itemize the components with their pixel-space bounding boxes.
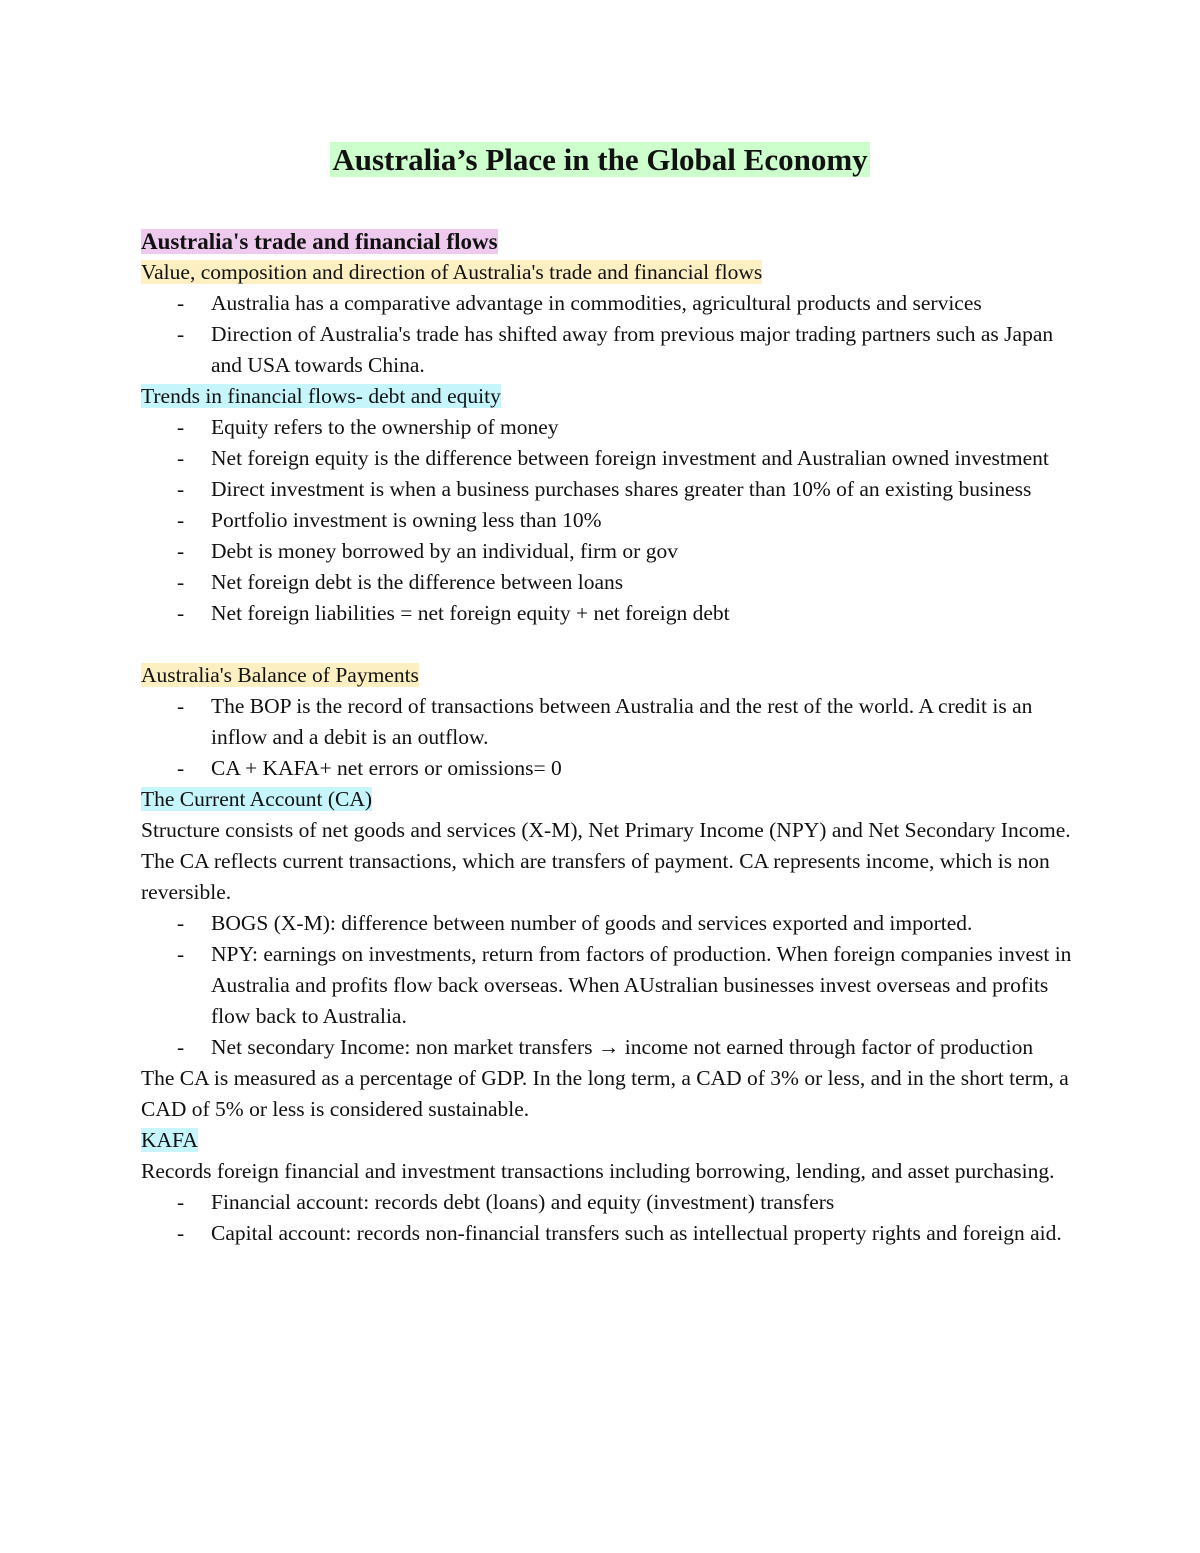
subsection-trends-heading-row [141, 381, 1081, 412]
ca-intro-paragraph: Structure consists of net goods and services (X-M), Net Primary Income (NPY) and Net Secondary Income. The CA reflects current transactions, which are transfers of payment. CA represents income, which is non reversible. [141, 818, 1071, 904]
kafa-intro-paragraph: Records foreign financial and investment transactions including borrowing, lending, and asset purchasing. [141, 1159, 1055, 1183]
list-item: - Net secondary Income: non market transfers → income not earned through factor of production [141, 1032, 1081, 1063]
list-item: - Direct investment is when a business purchases shares greater than 10% of an existing business [141, 474, 1081, 505]
spacer [141, 629, 1081, 660]
list-item: - Net foreign equity is the difference between foreign investment and Australian owned investment [141, 443, 1081, 474]
list-item: - BOGS (X-M): difference between number of goods and services exported and imported. [141, 908, 1081, 939]
subsection-value-heading: Value, composition and direction of Australia's trade and financial flows [141, 260, 763, 284]
subsection-kafa-heading: KAFA [141, 1128, 198, 1152]
subsection-trends-heading: Trends in financial flows- debt and equity [141, 384, 501, 408]
value-bullet-list [141, 288, 1081, 381]
list-item: - NPY: earnings on investments, return from factors of production. When foreign companies invest in Australia and profits flow back overseas. When AUstralian businesses invest overseas and profits flow back to Australia. [141, 939, 1081, 1032]
section-bop-heading: Australia's Balance of Payments [141, 663, 419, 687]
bop-bullet-list [141, 691, 1081, 784]
list-item: - Portfolio investment is owning less than 10% [141, 505, 1081, 536]
list-item: - Capital account: records non-financial transfers such as intellectual property rights and foreign aid. [141, 1218, 1081, 1249]
trends-bullet-list [141, 412, 1081, 629]
list-item: - Net foreign debt is the difference between loans [141, 567, 1081, 598]
list-item: - Direction of Australia's trade has shifted away from previous major trading partners such as Japan and USA towards China. [141, 319, 1081, 381]
ca-bullet-list [141, 908, 1081, 1063]
subsection-ca-heading: The Current Account (CA) [141, 787, 373, 811]
list-item: - Financial account: records debt (loans) and equity (investment) transfers [141, 1187, 1081, 1218]
list-item: - CA + KAFA+ net errors or omissions= 0 [141, 753, 1081, 784]
page-title: Australia’s Place in the Global Economy [332, 142, 868, 177]
list-item: - Net foreign liabilities = net foreign equity + net foreign debt [141, 598, 1081, 629]
list-item: - Australia has a comparative advantage in commodities, agricultural products and services [141, 288, 1081, 319]
kafa-bullet-list [141, 1187, 1081, 1249]
subsection-kafa-heading-row [141, 1125, 1081, 1156]
section-trade-heading: Australia's trade and financial flows [141, 229, 498, 254]
list-item: - The BOP is the record of transactions between Australia and the rest of the world. A credit is an inflow and a debit is an outflow. [141, 691, 1081, 753]
page-title-container [0, 140, 1200, 180]
section-trade-heading-row [141, 226, 1081, 257]
list-item: - Debt is money borrowed by an individual, firm or gov [141, 536, 1081, 567]
subsection-ca-heading-row [141, 784, 1081, 815]
section-bop-heading-row [141, 660, 1081, 691]
list-item: - Equity refers to the ownership of money [141, 412, 1081, 443]
subsection-value-heading-row [141, 257, 1081, 288]
document-body [141, 226, 1081, 1249]
ca-outro-paragraph: The CA is measured as a percentage of GDP. In the long term, a CAD of 3% or less, and in the short term, a CAD of 5% or less is considered sustainable. [141, 1066, 1069, 1121]
